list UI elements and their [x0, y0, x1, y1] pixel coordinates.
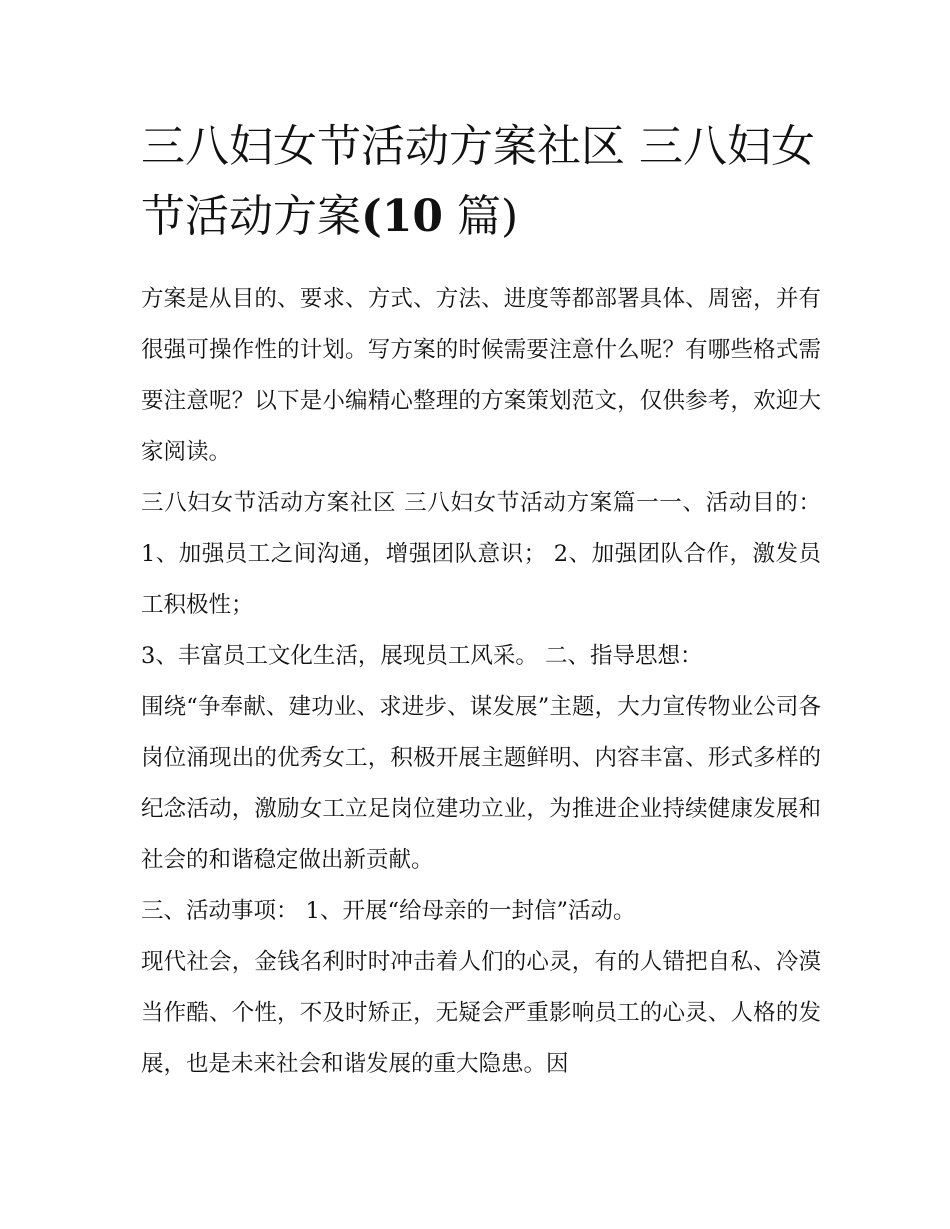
paragraph-theme: 围绕“争奉献、建功业、求进步、谋发展”主题，大力宣传物业公司各岗位涌现出的优秀女工，积极开展主题鲜明、内容丰富、形式多样的纪念活动，激励女工立足岗位建功立业，为推进企业持续健康发展和社会的和谐稳定做出新贡献。 — [141, 694, 821, 873]
paragraph-intro: 方案是从目的、要求、方式、方法、进度等都部署具体、周密，并有很强可操作性的计划。写方案的时候需要注意什么呢？有哪些格式需要注意呢？以下是小编精心整理的方案策划范文，仅供参考，欢迎大家阅读。 — [141, 286, 821, 465]
document-body — [141, 274, 821, 1090]
document-title — [141, 112, 821, 252]
title-count-text: (10 — [361, 191, 444, 242]
paragraph-activity-goals: 三八妇女节活动方案社区 三八妇女节活动方案篇一一、活动目的： 1、加强员工之间沟通，增强团队意识； 2、加强团队合作，激发员工积极性； — [141, 490, 821, 618]
paragraph-modern-society: 现代社会，金钱名利时时冲击着人们的心灵，有的人错把自私、冷漠当作酷、个性，不及时矫正，无疑会严重影响员工的心灵、人格的发展，也是未来社会和谐发展的重大隐患。因 — [141, 949, 821, 1077]
title-main-text: 三八妇女节活动方案社区 三八妇女节活动方案 — [141, 121, 815, 242]
title-tail-text: 篇) — [443, 191, 519, 242]
paragraph-guiding-thought: 3、丰富员工文化生活，展现员工风采。 二、指导思想： — [141, 643, 703, 669]
paragraph-activity-items: 三、活动事项： 1、开展“给母亲的一封信”活动。 — [141, 898, 636, 924]
